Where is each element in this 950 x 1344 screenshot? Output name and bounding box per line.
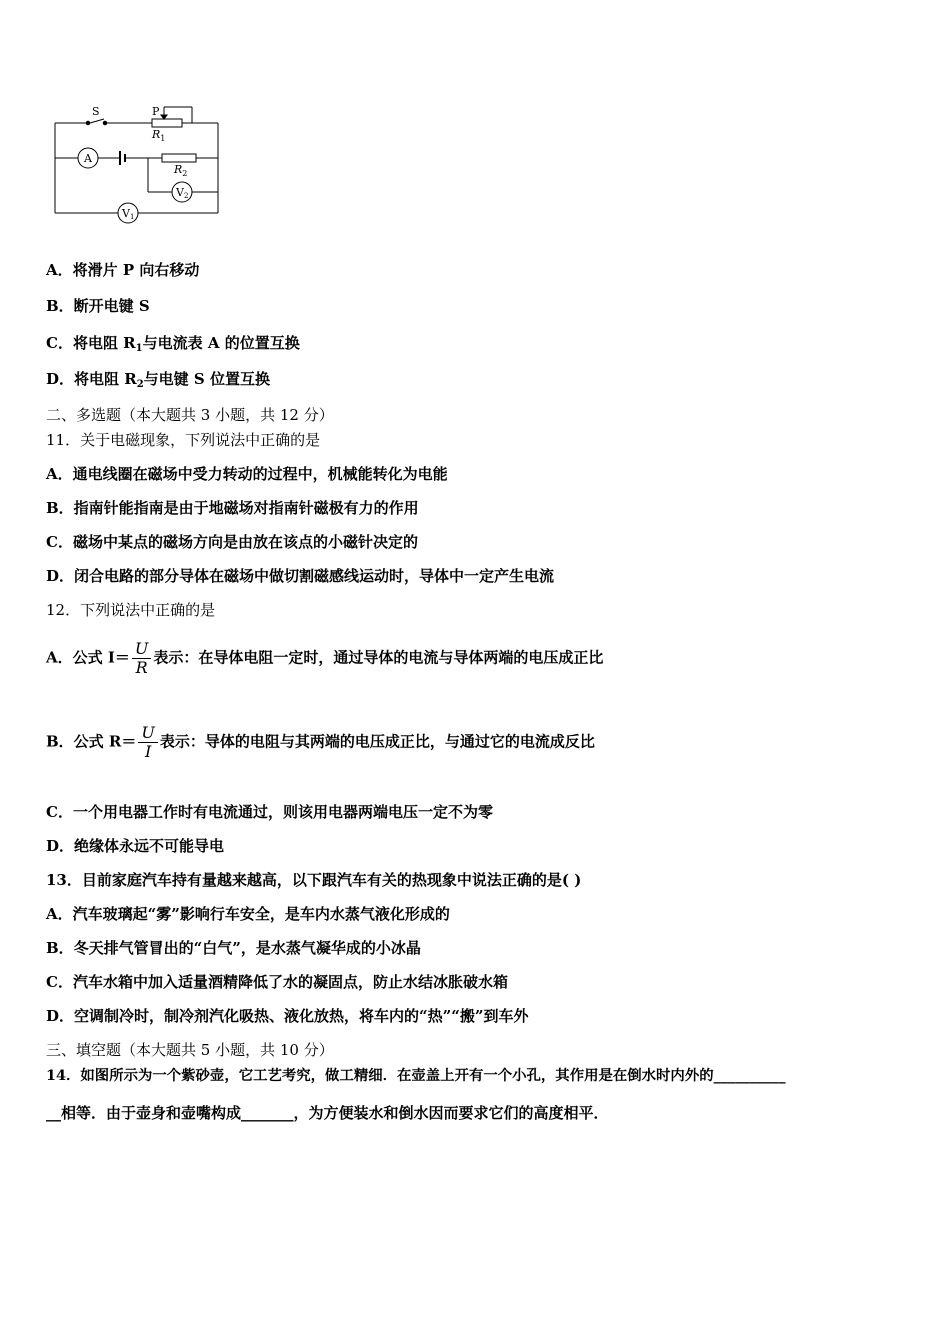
q11-option-d: D．闭合电路的部分导体在磁场中做切割磁感线运动时，导体中一定产生电流 <box>46 567 555 585</box>
q10-option-b: B．断开电键 S <box>46 297 150 315</box>
q14-line-1: 14．如图所示为一个紫砂壶，它工艺考究，做工精细．在壶盖上开有一个小孔，其作用是在倒水时内外的__________ <box>46 1067 786 1084</box>
switch-label: S <box>92 105 100 118</box>
q11-option-b: B．指南针能指南是由于地磁场对指南针磁极有力的作用 <box>46 499 419 517</box>
q14-line-2: __相等．由于壶身和壶嘴构成_______，为方便装水和倒水因而要求它们的高度相平． <box>46 1104 609 1122</box>
r1-label: $R_1$ <box>152 128 166 143</box>
section-2-heading: 二、多选题（本大题共 3 小题，共 12 分） <box>46 406 334 424</box>
q12-option-a: A．公式 I＝ $\frac{U}{R}$ 表示：在导体电阻一定时，通过导体的电流与导体两端的电压成正比 <box>46 639 604 677</box>
q13-option-b: B．冬天排气管冒出的“白气”，是水蒸气凝华成的小冰晶 <box>46 939 421 957</box>
q12-option-b: B．公式 R＝ $\frac{U}{I}$ 表示：导体的电阻与其两端的电压成正比，与通过它的电流成反比 <box>46 723 595 761</box>
v2-label: V2 <box>176 186 189 200</box>
section-3-heading: 三、填空题（本大题共 5 小题，共 10 分） <box>46 1041 334 1059</box>
q10-option-d: D．将电阻 $R_2$与电键 S 位置互换 <box>46 370 270 390</box>
q12-stem: 12．下列说法中正确的是 <box>46 601 216 619</box>
q13-option-d: D．空调制冷时，制冷剂汽化吸热、液化放热，将车内的“热”“搬”到车外 <box>46 1007 529 1025</box>
formula-i-fraction: $\frac{U}{R}$ <box>132 640 151 677</box>
q11-stem: 11．关于电磁现象，下列说法中正确的是 <box>46 431 321 449</box>
r2-label: $R_2$ <box>174 163 188 178</box>
v1-label: V1 <box>122 207 135 221</box>
q12-option-c: C．一个用电器工作时有电流通过，则该用电器两端电压一定不为零 <box>46 803 493 821</box>
q10-option-a: A．将滑片 P 向右移动 <box>46 261 200 279</box>
q12-option-d: D．绝缘体永远不可能导电 <box>46 837 225 855</box>
q13-option-c: C．汽车水箱中加入适量酒精降低了水的凝固点，防止水结冰胀破水箱 <box>46 973 508 991</box>
q13-option-a: A．汽车玻璃起“雾”影响行车安全，是车内水蒸气液化形成的 <box>46 905 450 923</box>
q13-stem: 13．目前家庭汽车持有量越来越高，以下跟汽车有关的热现象中说法正确的是( ) <box>46 871 582 889</box>
formula-r-fraction: $\frac{U}{I}$ <box>138 724 157 761</box>
q11-option-c: C．磁场中某点的磁场方向是由放在该点的小磁针决定的 <box>46 533 418 551</box>
q11-option-a: A．通电线圈在磁场中受力转动的过程中，机械能转化为电能 <box>46 465 448 483</box>
q10-option-c: C．将电阻 $R_1$与电流表 A 的位置互换 <box>46 334 300 354</box>
slider-label: P <box>152 105 160 118</box>
ammeter-label: A <box>84 152 92 165</box>
circuit-diagram <box>48 100 228 225</box>
